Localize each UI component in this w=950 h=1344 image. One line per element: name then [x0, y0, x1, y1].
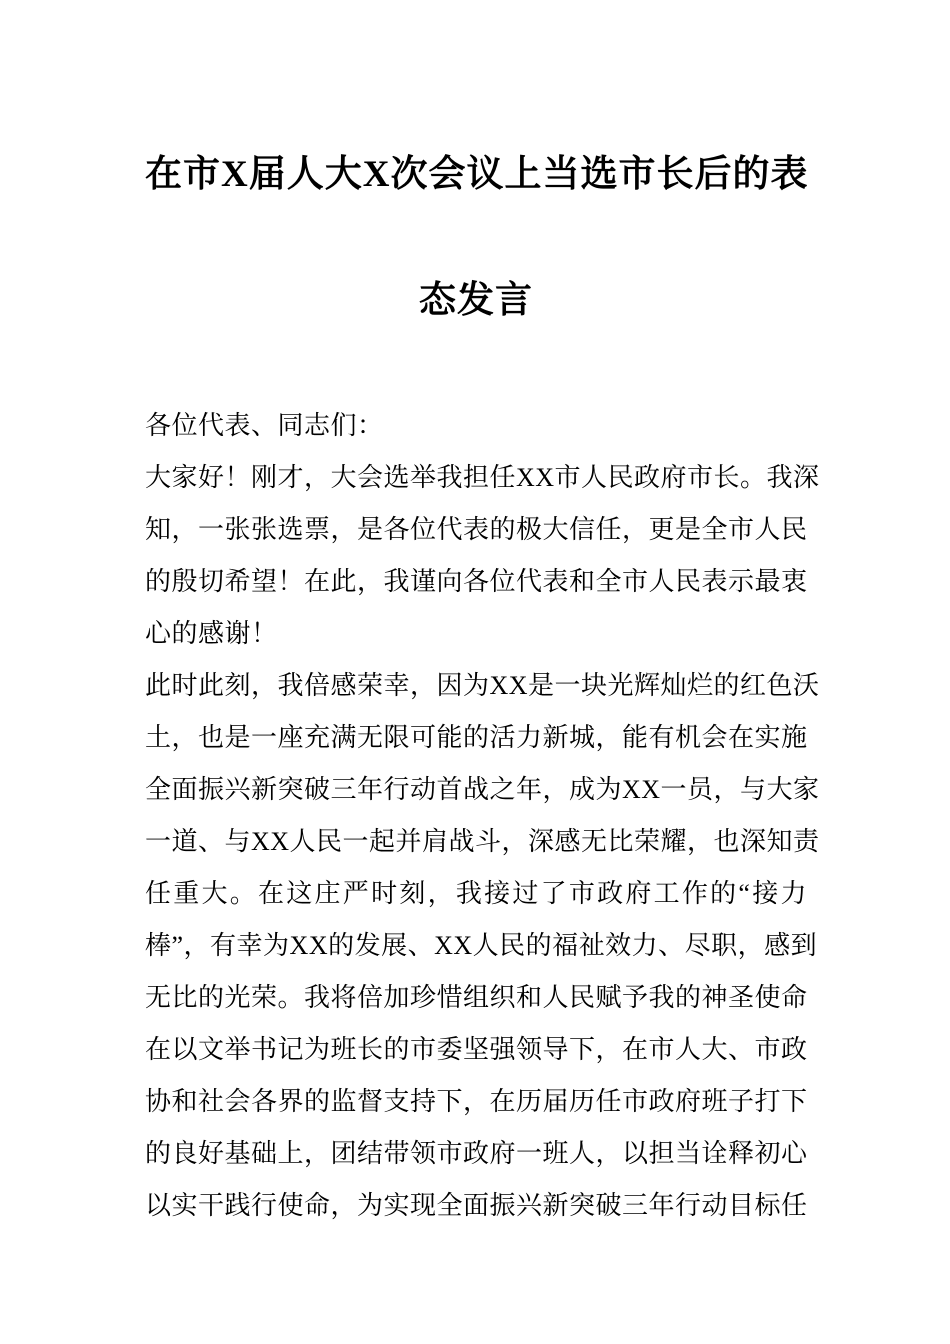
text-line: 棒”，有幸为XX的发展、XX人民的福祉效力、尽职，感到 — [145, 931, 818, 960]
text-line: 的良好基础上，团结带领市政府一班人，以担当诠释初心 — [145, 1139, 808, 1168]
text-line: 此时此刻，我倍感荣幸，因为XX是一块光辉灿烂的红色沃 — [145, 671, 820, 700]
text-line: 无比的光荣。我将倍加珍惜组织和人民赋予我的神圣使命 — [145, 983, 808, 1012]
text-line: 各位代表、同志们： — [145, 411, 384, 440]
text-line: 协和社会各界的监督支持下，在历届历任市政府班子打下 — [145, 1087, 808, 1116]
text-line: 任重大。在这庄严时刻，我接过了市政府工作的“接力 — [145, 879, 807, 908]
text-line: 以实干践行使命，为实现全面振兴新突破三年行动目标任 — [145, 1191, 808, 1220]
text-line: 全面振兴新突破三年行动首战之年，成为XX一员，与大家 — [145, 775, 820, 804]
text-line: 一道、与XX人民一起并肩战斗，深感无比荣耀，也深知责 — [145, 827, 820, 856]
text-line: 大家好！刚才，大会选举我担任XX市人民政府市长。我深 — [145, 463, 820, 492]
text-line: 知，一张张选票，是各位代表的极大信任，更是全市人民 — [145, 515, 808, 544]
title-line-2: 态发言 — [419, 280, 533, 321]
title-line-1: 在市X届人大X次会议上当选市长后的表 — [145, 154, 809, 195]
text-line: 的殷切希望！在此，我谨向各位代表和全市人民表示最衷 — [145, 567, 808, 596]
document-body — [145, 400, 820, 1232]
text-line: 在以文举书记为班长的市委坚强领导下，在市人大、市政 — [145, 1035, 808, 1064]
text-line: 心的感谢！ — [145, 619, 278, 648]
document-title — [145, 112, 807, 364]
text-line: 土，也是一座充满无限可能的活力新城，能有机会在实施 — [145, 723, 808, 752]
